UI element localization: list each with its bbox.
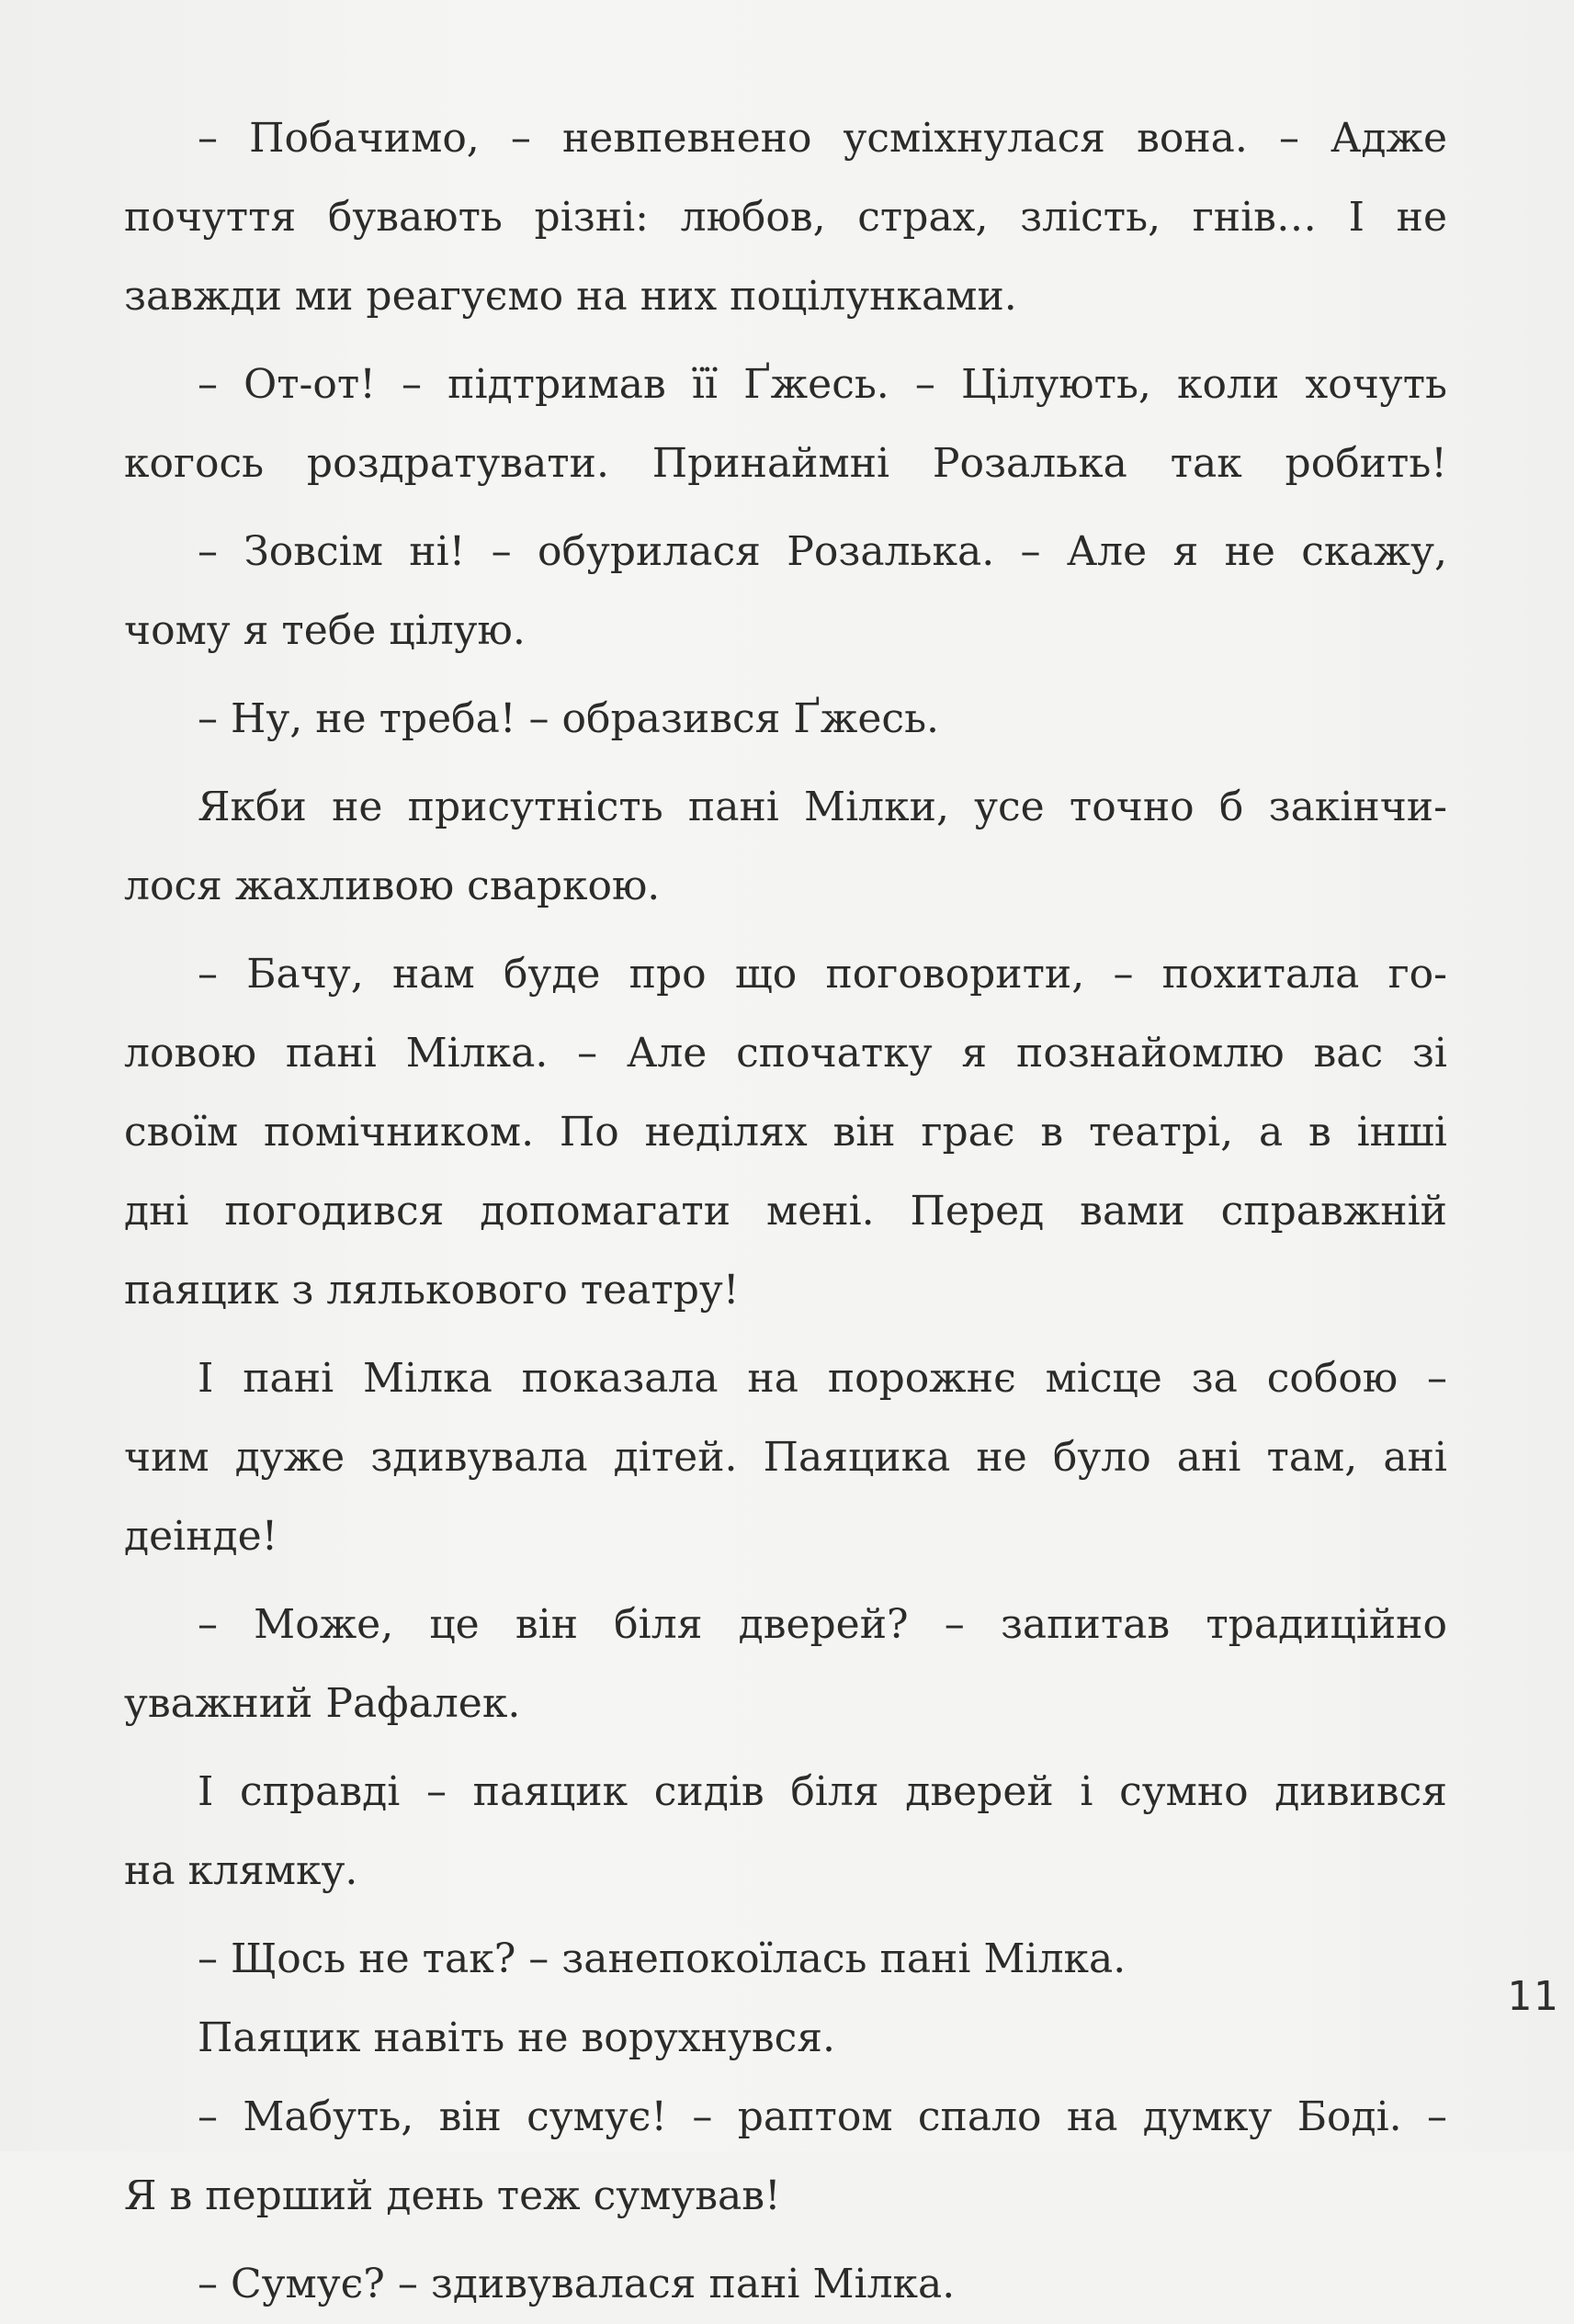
page-text — [124, 99, 1447, 2324]
text-line: Я в перший день теж сумував! — [124, 2172, 781, 2219]
text-line: ловою пані Мілка. – Але спочатку я познайомлю вас зі — [124, 1030, 1447, 1077]
text-line: дні погодився допомагати мені. Перед вами справжній — [124, 1188, 1447, 1235]
text-line: почуття бувають різні: любов, страх, злість, гнів… І не — [124, 194, 1447, 241]
text-line: – Мабуть, він сумує! – раптом спало на думку Боді. – — [198, 2093, 1447, 2140]
text-line: – Може, це він біля дверей? – запитав традиційно — [198, 1601, 1447, 1648]
text-line: – Зовсім ні! – обурилася Розалька. – Але я не скажу, — [198, 528, 1447, 575]
text-line: – Сумує? – здивувалася пані Мілка. — [198, 2261, 956, 2307]
text-line: паяцик з лялькового театру! — [124, 1267, 740, 1314]
text-line: – Побачимо, – невпевнено усміхнулася вона. – Адже — [198, 115, 1447, 162]
text-line: чому я тебе цілую. — [124, 607, 526, 654]
text-line: деінде! — [124, 1513, 278, 1560]
text-line: своїм помічником. По неділях він грає в театрі, а в інші — [124, 1109, 1447, 1156]
text-line: завжди ми реагуємо на них поцілунками. — [124, 273, 1017, 320]
text-line: – Ну, не треба! – образився Ґжесь. — [198, 695, 940, 742]
text-line: – От-от! – підтримав її Ґжесь. – Цілують, коли хочуть — [198, 361, 1447, 408]
text-line: І пані Мілка показала на порожнє місце за собою – — [198, 1355, 1447, 1402]
text-line: уважний Рафалек. — [124, 1680, 521, 1727]
text-line: – Бачу, нам буде про що поговорити, – похитала го- — [198, 951, 1447, 998]
text-line: на клямку. — [124, 1847, 358, 1894]
text-line: – Щось не так? – занепокоїлась пані Мілка. — [198, 1935, 1127, 1982]
text-line: Паяцик навіть не ворухнувся. — [198, 2014, 836, 2061]
text-line: чим дуже здивувала дітей. Паяцика не було ані там, ані — [124, 1434, 1447, 1481]
text-line: лося жахливою сваркою. — [124, 863, 661, 909]
text-line: когось роздратувати. Принаймні Розалька так робить! — [124, 440, 1447, 487]
text-line: Якби не присутність пані Мілки, усе точно б закінчи- — [198, 784, 1447, 830]
page-number: 11 — [1507, 1973, 1559, 2020]
text-line: І справді – паяцик сидів біля дверей і сумно дивився — [198, 1768, 1447, 1815]
